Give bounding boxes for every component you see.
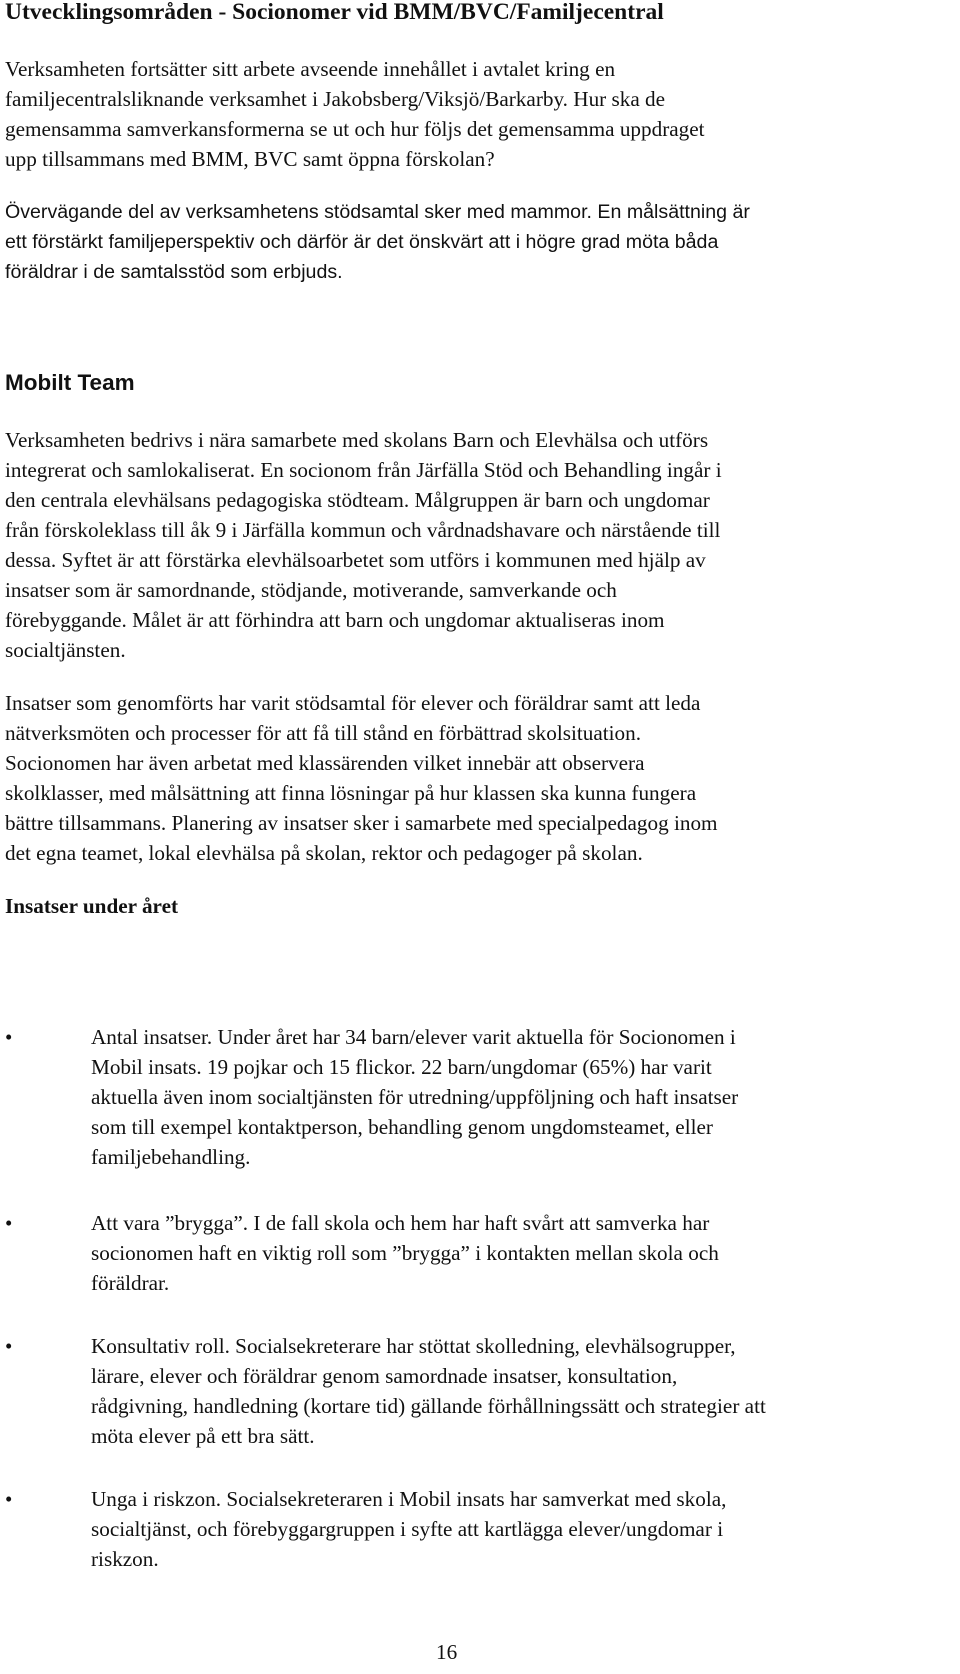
text-line: Att vara ”brygga”. I de fall skola och hem har haft svårt att samverka har	[91, 1211, 710, 1235]
text-line: som till exempel kontaktperson, behandling genom ungdomsteamet, eller	[91, 1115, 713, 1139]
text-line: Socionomen har även arbetat med klassärenden vilket innebär att observera	[5, 751, 645, 775]
text-line: riskzon.	[91, 1547, 159, 1571]
text-line: från förskoleklass till åk 9 i Järfälla kommun och vårdnadshavare och närstående till	[5, 518, 721, 542]
text-line: socionomen haft en viktig roll som ”brygga” i kontakten mellan skola och	[91, 1241, 719, 1265]
text-line: möta elever på ett bra sätt.	[91, 1424, 315, 1448]
text-line: Insatser som genomförts har varit stödsamtal för elever och föräldrar samt att leda	[5, 691, 701, 715]
text-line: det egna teamet, lokal elevhälsa på skolan, rektor och pedagoger på skolan.	[5, 841, 643, 865]
paragraph-mobilt-team-intro	[5, 425, 950, 665]
text-line: den centrala elevhälsans pedagogiska stödteam. Målgruppen är barn och ungdomar	[5, 488, 710, 512]
list-item-text	[91, 1484, 951, 1574]
paragraph-familjecentral	[5, 54, 950, 174]
paragraph-stodsamtal	[5, 197, 950, 287]
section-title-mobilt-team: Mobilt Team	[5, 370, 135, 395]
text-line: Övervägande del av verksamhetens stödsamtal sker med mammor. En målsättning är	[5, 201, 750, 223]
subheading-insatser-under-aret: Insatser under året	[5, 894, 179, 918]
text-line: ett förstärkt familjeperspektiv och därför är det önskvärt att i högre grad möta båda	[5, 231, 719, 253]
text-line: Unga i riskzon. Socialsekreteraren i Mobil insats har samverkat med skola,	[91, 1487, 727, 1511]
list-item-text	[91, 1331, 951, 1451]
text-line: föräldrar i de samtalsstöd som erbjuds.	[5, 261, 343, 283]
text-line: Mobil insats. 19 pojkar och 15 flickor. 22 barn/ungdomar (65%) har varit	[91, 1055, 712, 1079]
bullet-icon: •	[5, 1025, 13, 1049]
text-line: lärare, elever och föräldrar genom samordnade insatser, konsultation,	[91, 1364, 678, 1388]
text-line: förebyggande. Målet är att förhindra att barn och ungdomar aktualiseras inom	[5, 608, 665, 632]
text-line: integrerat och samlokaliserat. En socionom från Järfälla Stöd och Behandling ingår i	[5, 458, 722, 482]
list-item-text	[91, 1208, 951, 1298]
page-number: 16	[436, 1640, 458, 1664]
text-line: Antal insatser. Under året har 34 barn/elever varit aktuella för Socionomen i	[91, 1025, 736, 1049]
text-line: familjebehandling.	[91, 1145, 251, 1169]
list-item-text	[91, 1022, 951, 1172]
text-line: bättre tillsammans. Planering av insatser sker i samarbete med specialpedagog inom	[5, 811, 718, 835]
text-line: gemensamma samverkansformerna se ut och hur följs det gemensamma uppdraget	[5, 117, 705, 141]
text-line: insatser som är samordnande, stödjande, motiverande, samverkande och	[5, 578, 617, 602]
bullet-icon: •	[5, 1334, 13, 1358]
text-line: Verksamheten bedrivs i nära samarbete med skolans Barn och Elevhälsa och utförs	[5, 428, 709, 452]
text-line: rådgivning, handledning (kortare tid) gällande förhållningssätt och strategier att	[91, 1394, 766, 1418]
text-line: upp tillsammans med BMM, BVC samt öppna förskolan?	[5, 147, 495, 171]
text-line: nätverksmöten och processer för att få till stånd en förbättrad skolsituation.	[5, 721, 642, 745]
bullet-icon: •	[5, 1211, 13, 1235]
text-line: socialtjänst, och förebyggargruppen i syfte att kartlägga elever/ungdomar i	[91, 1517, 724, 1541]
text-line: dessa. Syftet är att förstärka elevhälsoarbetet som utförs i kommunen med hjälp av	[5, 548, 706, 572]
text-line: föräldrar.	[91, 1271, 170, 1295]
text-line: Verksamheten fortsätter sitt arbete avseende innehållet i avtalet kring en	[5, 57, 616, 81]
text-line: skolklasser, med målsättning att finna lösningar på hur klassen ska kunna fungera	[5, 781, 697, 805]
text-line: aktuella även inom socialtjänsten för utredning/uppföljning och haft insatser	[91, 1085, 739, 1109]
bullet-icon: •	[5, 1487, 13, 1511]
section-title-utvecklingsomraden: Utvecklingsområden - Socionomer vid BMM/BVC/Familjecentral	[5, 0, 664, 25]
text-line: socialtjänsten.	[5, 638, 126, 662]
text-line: familjecentralsliknande verksamhet i Jakobsberg/Viksjö/Barkarby. Hur ska de	[5, 87, 666, 111]
paragraph-insatser	[5, 688, 950, 868]
text-line: Konsultativ roll. Socialsekreterare har stöttat skolledning, elevhälsogrupper,	[91, 1334, 736, 1358]
